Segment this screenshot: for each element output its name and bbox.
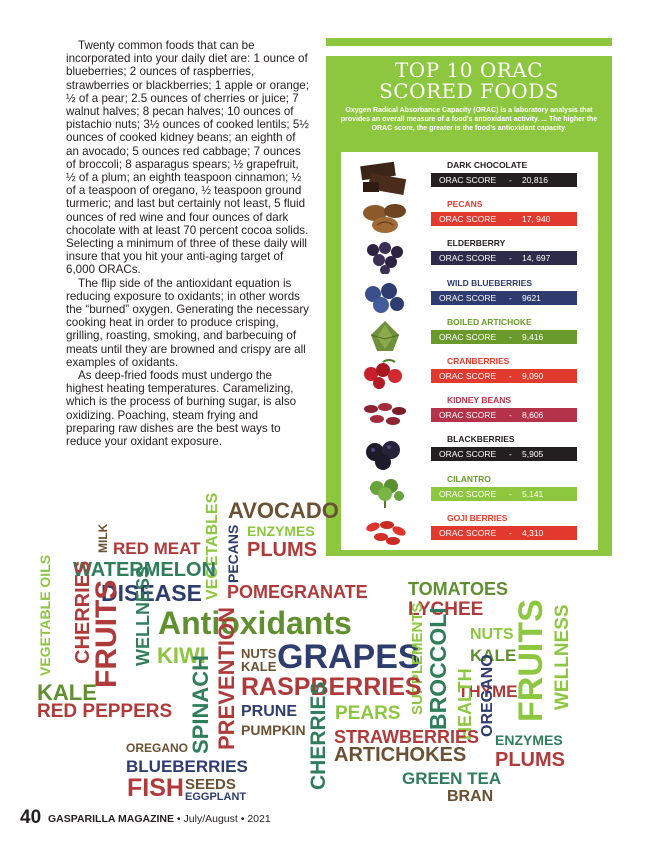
orac-item bbox=[341, 315, 598, 355]
word-cloud-word: GREEN TEA bbox=[402, 769, 502, 788]
word-cloud-word: SEEDS bbox=[185, 776, 236, 793]
blueberries-icon bbox=[355, 278, 415, 314]
word-cloud-word: SUPPLEMENTS bbox=[409, 602, 426, 715]
orac-score-value: 14, 697 bbox=[522, 253, 551, 264]
orac-item-name: BLACKBERRIES bbox=[447, 434, 515, 445]
word-cloud-word: NUTS bbox=[470, 626, 514, 643]
orac-item-name: CRANBERRIES bbox=[447, 356, 510, 366]
orac-score-value: 9621 bbox=[522, 292, 541, 303]
word-cloud-word: WELLNESS bbox=[133, 565, 153, 666]
word-cloud-word: FRUITS bbox=[90, 579, 123, 688]
orac-title-line1: TOP 10 ORAC bbox=[394, 58, 544, 82]
orac-item-name: WILD BLUEBERRIES bbox=[447, 277, 532, 288]
orac-item-name: CILANTRO bbox=[447, 473, 491, 484]
word-cloud-word: VEGETABLE OILS bbox=[37, 554, 53, 676]
orac-score-bar bbox=[431, 487, 577, 501]
orac-score-label: ORAC SCORE bbox=[439, 527, 497, 538]
word-cloud-word: TOMATOES bbox=[408, 579, 509, 599]
word-cloud-word: EGGPLANT bbox=[185, 791, 247, 803]
issue-months: July/August bbox=[183, 813, 238, 825]
orac-item-name: PECANS bbox=[447, 199, 483, 210]
goji-berries-icon bbox=[355, 513, 415, 549]
word-cloud-word: THYME bbox=[458, 682, 518, 701]
article-body bbox=[66, 39, 310, 448]
orac-item-name: DARK CHOCOLATE bbox=[447, 160, 528, 170]
word-cloud-word: RED PEPPERS bbox=[37, 701, 173, 722]
word-cloud-word: PECANS bbox=[225, 524, 241, 583]
word-cloud-word: BRAN bbox=[447, 788, 494, 805]
orac-score-separator: - bbox=[509, 292, 512, 303]
orac-score-label: ORAC SCORE bbox=[439, 214, 497, 225]
pecans-icon bbox=[355, 199, 415, 235]
orac-score-label: ORAC SCORE bbox=[439, 253, 497, 264]
word-cloud-word: PLUMS bbox=[247, 539, 317, 561]
article-paragraph: As deep-fried foods must undergo the highest heating temperatures. Caramelizing, which is the process of burning sugar, is also oxidizing. Poaching, steam frying and preparing raw dishes are the best ways to reduce your oxidant exposure. bbox=[66, 369, 297, 449]
orac-score-bar bbox=[431, 408, 577, 422]
word-cloud-word: DISEASE bbox=[101, 580, 202, 606]
orac-score-separator: - bbox=[509, 371, 512, 381]
orac-panel bbox=[326, 56, 612, 556]
cilantro-icon bbox=[355, 474, 415, 510]
word-cloud-word: WATERMELON bbox=[73, 559, 216, 581]
orac-item-name: GOJI BERRIES bbox=[447, 512, 508, 523]
page-number: 40 bbox=[20, 807, 42, 828]
word-cloud-word: RED MEAT bbox=[113, 539, 201, 558]
orac-score-bar bbox=[431, 173, 577, 187]
orac-list bbox=[341, 152, 598, 550]
orac-score-label: ORAC SCORE bbox=[439, 292, 497, 303]
orac-item bbox=[341, 276, 598, 316]
orac-score-value: 9,416 bbox=[522, 331, 544, 342]
orac-score-value: 17, 940 bbox=[522, 214, 551, 225]
word-cloud-word: CHERRIES bbox=[307, 681, 330, 790]
orac-score-label: ORAC SCORE bbox=[439, 449, 497, 460]
word-cloud-word: WELLNESS bbox=[552, 604, 573, 710]
orac-item-name: BOILED ARTICHOKE bbox=[447, 316, 532, 327]
article-paragraph: Twenty common foods that can be incorporated into your daily diet are: 1 ounce of blueberries; 2 ounces of raspberries, strawberries or blackberries; 1 apple or orange; ½ of a pear; 2.5 ounces of cherries or juice; 7 walnut halves; 8 pecan halves; 10 ounces of pistachio nuts; 3½ ounces of cooked lentils; 5½ ounces of cooked kidney beans; an eighth of an avocado; 5 ounces red cabbage; 7 ounces of broccoli; 8 asparagus spears; ½ grapefruit, ½ of a plum; an eighth teaspoon cinnamon; ½ of a teaspoon of oregano, ½ teaspoon ground turmeric; and last but certainly not least, 5 fluid ounces of red wine and four ounces of dark chocolate with at least 70 percent cocoa solids. Selecting a minimum of three of these daily will insure that you hit your anti-aging target of 6,000 ORACs. bbox=[66, 39, 309, 277]
word-cloud-word: KALE bbox=[470, 646, 517, 665]
orac-item bbox=[341, 472, 598, 512]
orac-score-separator: - bbox=[509, 214, 512, 225]
word-cloud-word: NUTS bbox=[241, 646, 277, 661]
word-cloud-word: STRAWBERRIES bbox=[334, 727, 480, 747]
orac-item bbox=[341, 432, 598, 472]
orac-score-bar bbox=[431, 526, 577, 540]
word-cloud-word: LYCHEE bbox=[408, 599, 484, 620]
orac-item bbox=[341, 197, 598, 237]
orac-item bbox=[341, 511, 598, 551]
word-cloud-word: OREGANO bbox=[479, 654, 496, 737]
footer-bullet: • bbox=[176, 813, 181, 825]
orac-score-separator: - bbox=[509, 488, 512, 499]
orac-score-bar bbox=[431, 212, 577, 226]
word-cloud-word: FISH bbox=[127, 774, 184, 802]
issue-year: 2021 bbox=[247, 813, 271, 825]
blackberries-icon bbox=[355, 434, 415, 470]
word-cloud-word: ENZYMES bbox=[247, 523, 315, 539]
word-cloud-word: KIWI bbox=[157, 643, 206, 668]
word-cloud-word: VEGETABLES bbox=[204, 492, 221, 600]
word-cloud-word: FRUITS bbox=[512, 599, 550, 722]
orac-score-bar bbox=[431, 369, 577, 383]
word-cloud-word: GRAPES bbox=[277, 638, 421, 676]
orac-score-value: 8,606 bbox=[522, 410, 544, 421]
word-cloud-word: MILK bbox=[96, 523, 110, 553]
kidney-beans-icon bbox=[355, 395, 415, 431]
magazine-name: GASPARILLA MAGAZINE bbox=[48, 813, 174, 825]
elderberry-icon bbox=[355, 238, 415, 274]
artichoke-icon bbox=[355, 317, 415, 353]
word-cloud-word: PEARS bbox=[335, 703, 401, 724]
orac-score-label: ORAC SCORE bbox=[439, 175, 497, 185]
orac-score-separator: - bbox=[509, 527, 512, 538]
orac-title-line2: SCORED FOODS bbox=[379, 79, 559, 103]
word-cloud-word: PUMPKIN bbox=[241, 722, 306, 738]
word-cloud-word: OREGANO bbox=[126, 741, 189, 755]
article-paragraph: The flip side of the antioxidant equation is reducing exposure to oxidants; in other words the “burned” oxygen. Generating the necessary cooking heat in order to produce crisping, grilling, roasting, smoking, and barbecuing of meats until they are browned and crispy are all examples of oxidants. bbox=[66, 276, 309, 369]
orac-score-value: 5,141 bbox=[522, 488, 544, 499]
word-cloud-word: CHERRIES bbox=[72, 560, 94, 664]
word-cloud-word: PRUNE bbox=[241, 703, 298, 720]
word-cloud-word: BLUEBERRIES bbox=[126, 757, 248, 776]
orac-item bbox=[341, 236, 598, 276]
orac-subtitle: Oxygen Radical Absorbance Capacity (ORAC) is a laboratory analysis that provides an overall measure of a food’s antioxidant activity. ... The higher the ORAC score, the greater is the food’s antioxidant capacity. bbox=[340, 107, 598, 132]
word-cloud-word: PLUMS bbox=[495, 749, 565, 771]
orac-score-value: 9,090 bbox=[522, 371, 544, 381]
orac-score-separator: - bbox=[509, 331, 512, 342]
word-cloud-word: KALE bbox=[37, 680, 97, 705]
orac-item-name: ELDERBERRY bbox=[447, 238, 506, 249]
orac-item bbox=[341, 354, 598, 394]
orac-score-label: ORAC SCORE bbox=[439, 488, 497, 499]
footer-bullet: • bbox=[240, 813, 245, 825]
word-cloud-word: HEALTH bbox=[455, 668, 475, 740]
word-cloud-word: PREVENTION bbox=[214, 606, 239, 750]
orac-item bbox=[341, 158, 598, 198]
magazine-credit bbox=[48, 813, 271, 825]
word-cloud-word: POMEGRANATE bbox=[227, 582, 368, 602]
orac-item bbox=[341, 393, 598, 433]
orac-score-bar bbox=[431, 330, 577, 344]
orac-score-separator: - bbox=[509, 175, 512, 185]
orac-score-label: ORAC SCORE bbox=[439, 371, 497, 381]
word-cloud-word: SPINACH bbox=[188, 654, 213, 754]
word-cloud-word: BROCCOLI bbox=[425, 607, 451, 730]
word-cloud-word: KALE bbox=[241, 659, 277, 674]
orac-score-value: 20,816 bbox=[522, 175, 548, 185]
word-cloud-word: ARTICHOKES bbox=[334, 744, 467, 766]
orac-score-bar bbox=[431, 291, 577, 305]
orac-score-value: 5,905 bbox=[522, 449, 544, 460]
cranberries-icon bbox=[355, 356, 415, 392]
orac-score-label: ORAC SCORE bbox=[439, 331, 497, 342]
orac-score-value: 4,310 bbox=[522, 527, 544, 538]
word-cloud-word: ENZYMES bbox=[495, 732, 563, 748]
orac-score-separator: - bbox=[509, 410, 512, 421]
panel-top-stripe bbox=[326, 38, 612, 46]
orac-item-name: KIDNEY BEANS bbox=[447, 395, 512, 406]
orac-score-bar bbox=[431, 251, 577, 265]
orac-score-separator: - bbox=[509, 253, 512, 264]
word-cloud-word: AVOCADO bbox=[228, 498, 339, 523]
dark-chocolate-icon bbox=[355, 160, 415, 196]
orac-panel-title bbox=[326, 60, 612, 102]
word-cloud-word: RASPBERRIES bbox=[241, 673, 422, 701]
orac-score-bar bbox=[431, 447, 577, 461]
orac-score-label: ORAC SCORE bbox=[439, 410, 497, 421]
word-cloud-word: Antioxidants bbox=[158, 605, 352, 641]
orac-score-separator: - bbox=[509, 449, 512, 460]
